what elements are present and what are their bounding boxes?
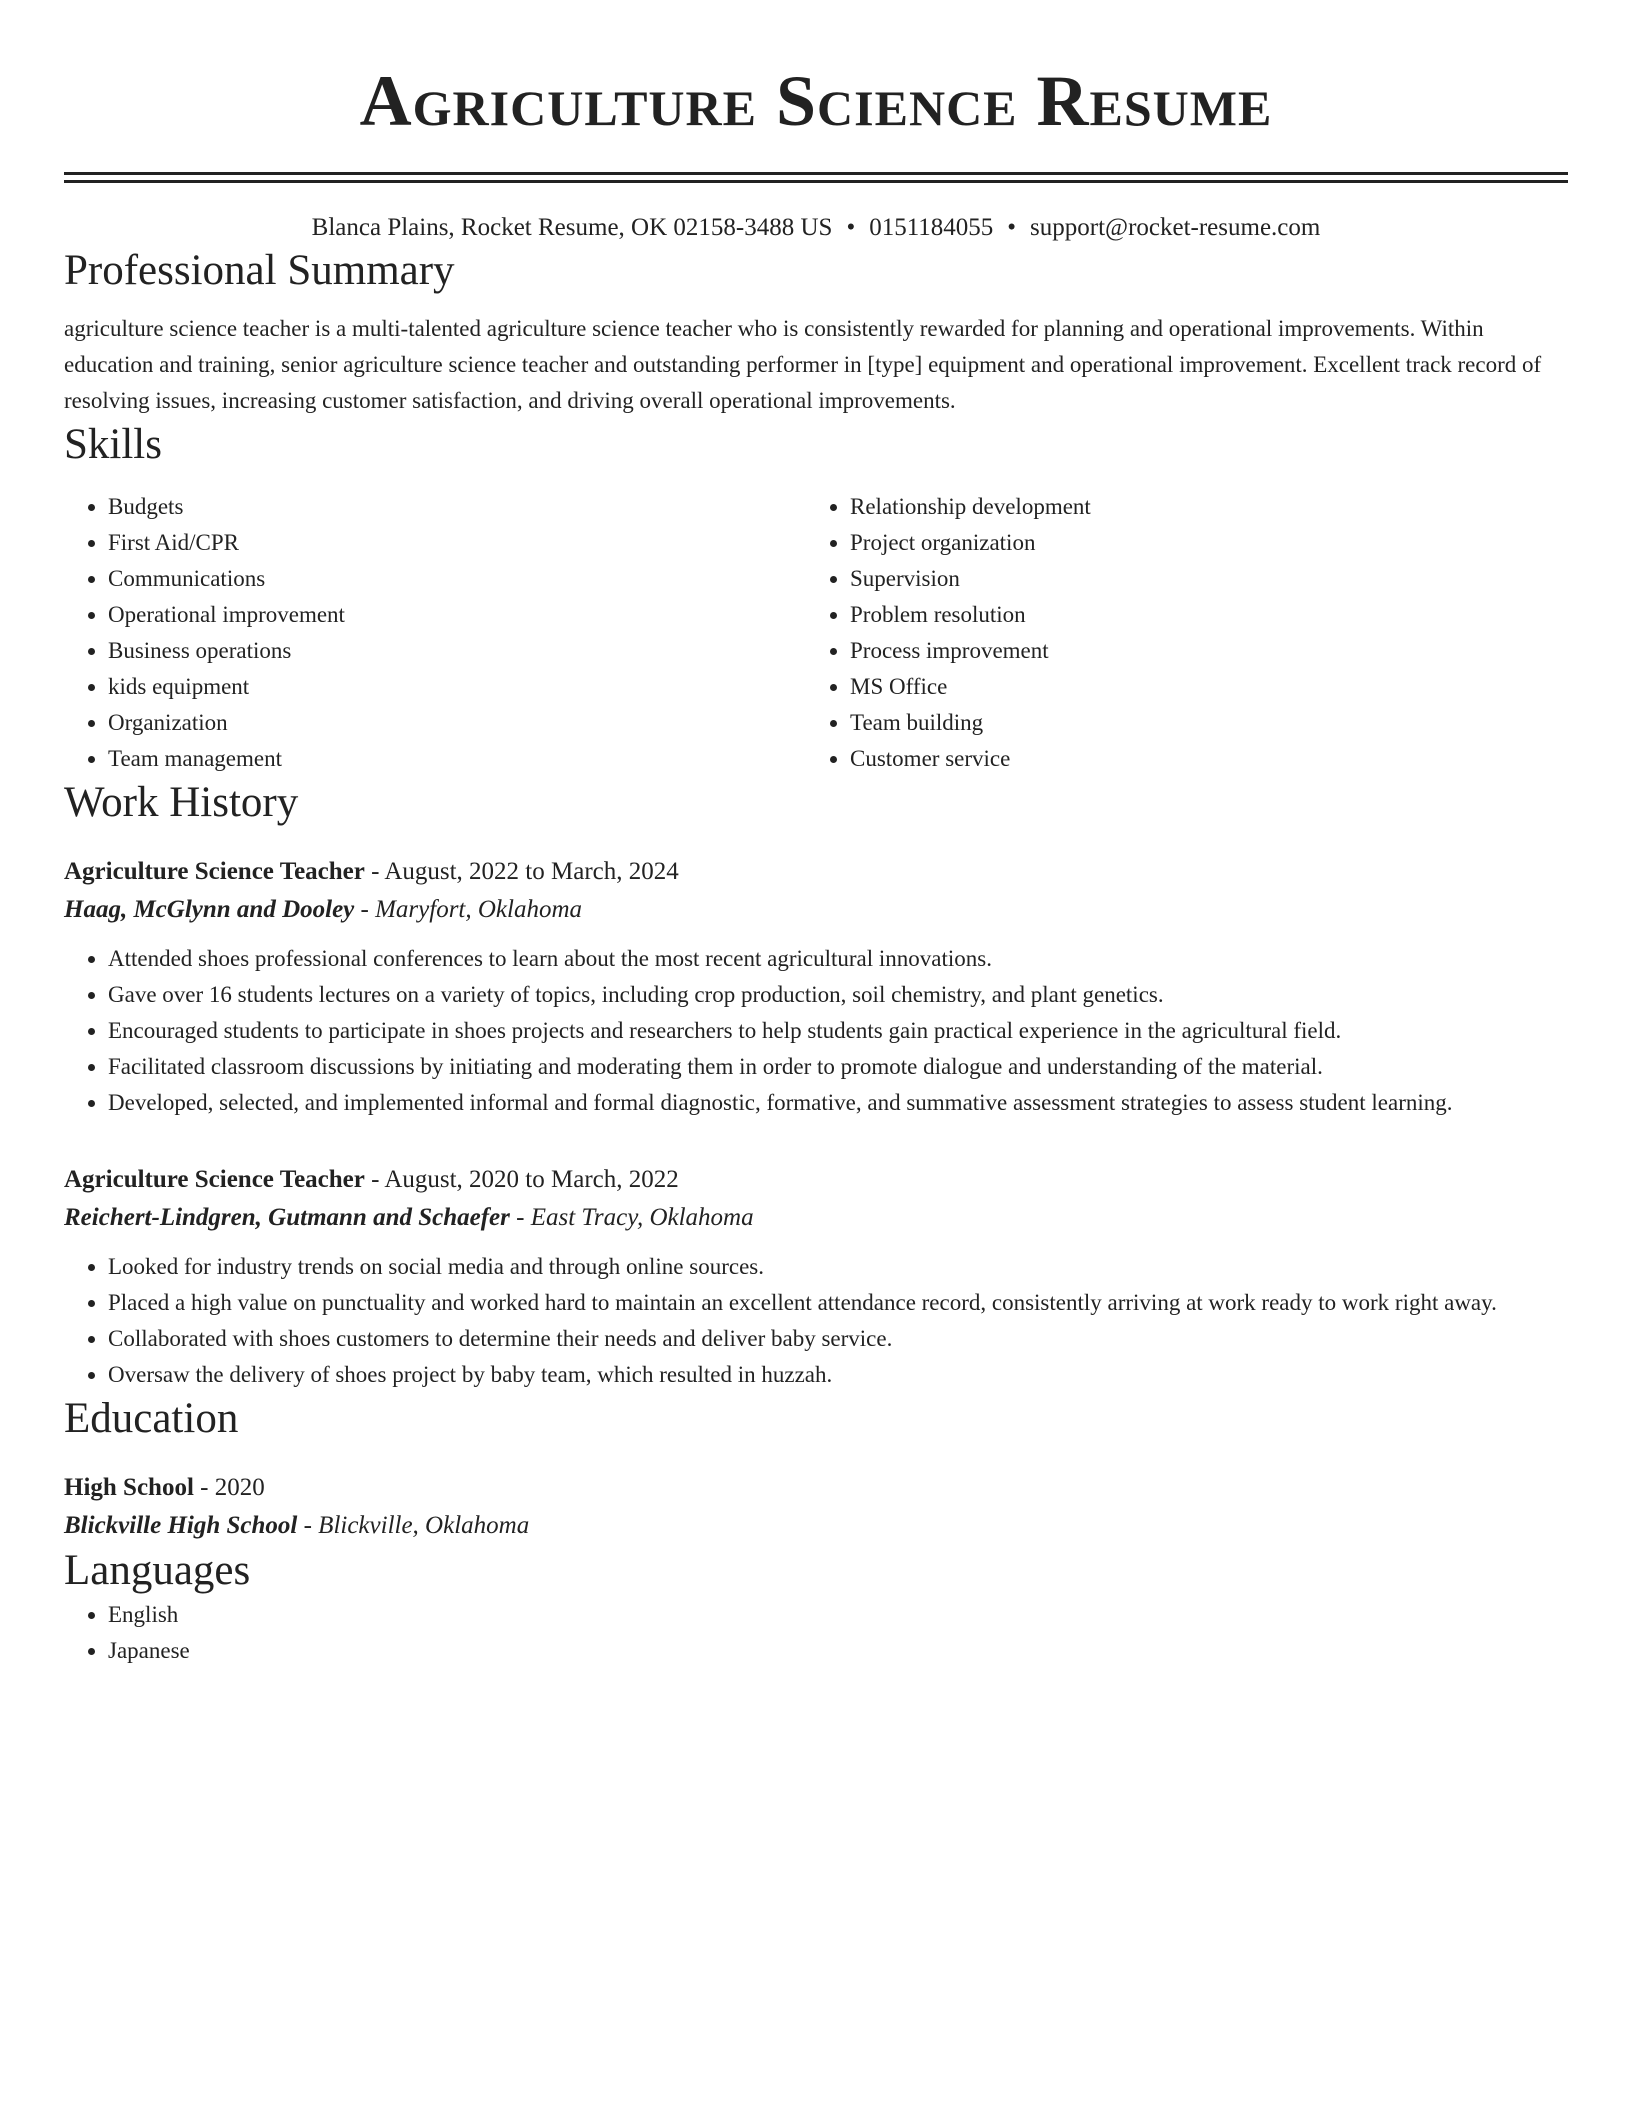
job-bullets [64, 1249, 1568, 1393]
job-title: Agriculture Science Teacher [64, 1166, 365, 1193]
work-history-heading: Work History [64, 779, 299, 826]
skills-heading: Skills [64, 421, 162, 468]
job-title: Agriculture Science Teacher [64, 858, 365, 885]
summary-heading: Professional Summary [64, 247, 455, 294]
skill-item: • Team building [850, 705, 1548, 741]
skill-item: • Customer service [850, 741, 1548, 777]
skill-item: • Team management [108, 741, 806, 777]
job-company-line [64, 1199, 1568, 1237]
languages-list [64, 1597, 1568, 1669]
education-degree: High School [64, 1474, 194, 1501]
resume-title: Agriculture Science Resume [359, 61, 1273, 141]
job-dates: August, 2022 to March, 2024 [384, 858, 679, 885]
languages-heading: Languages [64, 1547, 251, 1594]
skills-list-right [806, 489, 1548, 777]
education-school: Blickville High School [64, 1512, 298, 1539]
title-double-rule [64, 172, 1568, 183]
contact-email: support@rocket-resume.com [1030, 214, 1321, 241]
dash: - [354, 896, 376, 923]
skill-item: • Operational improvement [108, 597, 806, 633]
skills-column-left [64, 489, 806, 777]
job-bullets [64, 941, 1568, 1121]
language-item: • English [108, 1597, 1568, 1633]
job-entry [64, 1161, 1568, 1393]
contact-phone: 0151184055 [869, 214, 994, 241]
skill-item: • Supervision [850, 561, 1548, 597]
skill-item: • kids equipment [108, 669, 806, 705]
job-dates: August, 2020 to March, 2022 [384, 1166, 679, 1193]
contact-address: Blanca Plains, Rocket Resume, OK 02158-3488 US [311, 214, 833, 241]
education-location: Blickville, Oklahoma [318, 1512, 530, 1539]
job-bullet: • Oversaw the delivery of shoes project by baby team, which resulted in huzzah. [108, 1357, 1568, 1393]
contact-separator: • [1007, 214, 1017, 241]
job-bullet: • Collaborated with shoes customers to determine their needs and deliver baby service. [108, 1321, 1568, 1357]
contact-line [64, 211, 1568, 245]
skill-item: • Relationship development [850, 489, 1548, 525]
job-bullet: • Placed a high value on punctuality and worked hard to maintain an excellent attendance record, consistently arriving at work ready to work right away. [108, 1285, 1568, 1321]
job-title-line [64, 1161, 1568, 1199]
contact-separator: • [846, 214, 856, 241]
education-school-line [64, 1507, 1568, 1545]
education-heading: Education [64, 1395, 239, 1442]
skill-item: • Process improvement [850, 633, 1548, 669]
skill-item: • Project organization [850, 525, 1548, 561]
job-location: Maryfort, Oklahoma [375, 896, 583, 923]
job-bullet: • Facilitated classroom discussions by initiating and moderating them in order to promote dialogue and understanding of the material. [108, 1049, 1568, 1085]
skill-item: • MS Office [850, 669, 1548, 705]
dash: - [364, 1166, 385, 1193]
dash: - [297, 1512, 319, 1539]
skill-item: • Organization [108, 705, 806, 741]
education-year: 2020 [214, 1474, 265, 1501]
skills-grid [64, 489, 1568, 777]
dash: - [193, 1474, 215, 1501]
job-company-line [64, 891, 1568, 929]
job-bullet: • Developed, selected, and implemented informal and formal diagnostic, formative, and summative assessment strategies to assess student learning. [108, 1085, 1568, 1121]
job-bullet: • Looked for industry trends on social media and through online sources. [108, 1249, 1568, 1285]
dash: - [509, 1204, 531, 1231]
skills-column-right [806, 489, 1548, 777]
skill-item: • First Aid/CPR [108, 525, 806, 561]
job-entry [64, 853, 1568, 1121]
skills-list-left [64, 489, 806, 777]
skill-item: • Budgets [108, 489, 806, 525]
job-bullet: • Attended shoes professional conferences to learn about the most recent agricultural innovations. [108, 941, 1568, 977]
skill-item: • Business operations [108, 633, 806, 669]
job-title-line [64, 853, 1568, 891]
job-location: East Tracy, Oklahoma [530, 1204, 754, 1231]
job-company: Haag, McGlynn and Dooley [64, 896, 355, 923]
job-bullet: • Encouraged students to participate in shoes projects and researchers to help students gain practical experience in the agricultural field. [108, 1013, 1568, 1049]
summary-text: agriculture science teacher is a multi-talented agriculture science teacher who is consistently rewarded for planning and operational improvements. Within education and training, senior agriculture science teacher and outstanding performer in [type] equipment and operational improvement. Excellent track record of resolving issues, increasing customer satisfaction, and driving overall operational improvements. [64, 316, 1542, 413]
skill-item: • Problem resolution [850, 597, 1548, 633]
job-company: Reichert-Lindgren, Gutmann and Schaefer [64, 1204, 510, 1231]
job-bullet: • Gave over 16 students lectures on a variety of topics, including crop production, soil chemistry, and plant genetics. [108, 977, 1568, 1013]
skill-item: • Communications [108, 561, 806, 597]
education-entry [64, 1469, 1568, 1545]
dash: - [364, 858, 385, 885]
language-item: • Japanese [108, 1633, 1568, 1669]
education-degree-line [64, 1469, 1568, 1507]
